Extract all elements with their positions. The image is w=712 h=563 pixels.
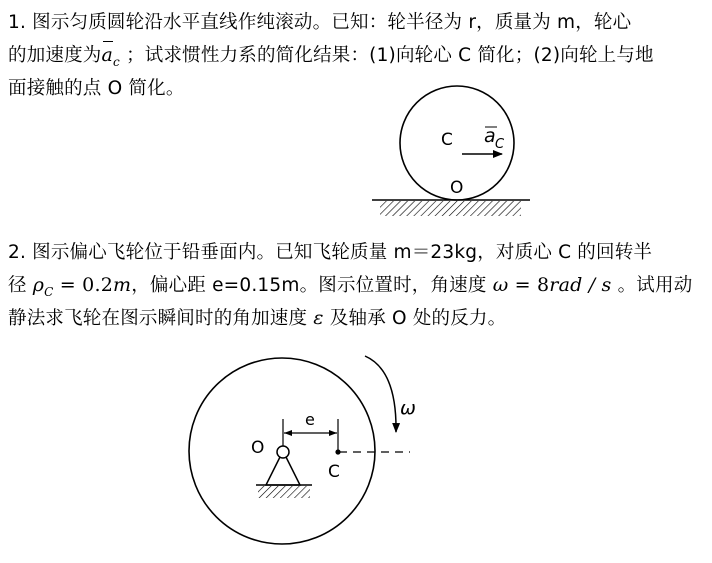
problem-2-line-2-c: 。试用动 xyxy=(617,275,693,296)
wheel-center-label: C xyxy=(441,130,453,150)
accel-label-sub: C xyxy=(495,137,505,152)
problem-2-line-3-a: 静法求飞轮在图示瞬间时的角加速度 xyxy=(8,308,308,329)
accel-subscript: c xyxy=(113,55,120,69)
problem-1-line-2-post: ；试求惯性力系的简化结果：(1)向轮心 C 简化；(2)向轮上与地 xyxy=(126,45,654,66)
pivot-pin xyxy=(277,446,289,458)
problem-1-line-2-pre: 的加速度为 xyxy=(8,45,102,66)
rho-value: = 0.2 xyxy=(53,274,113,296)
ground-hatch xyxy=(380,201,521,216)
pivot-label: O xyxy=(251,438,265,458)
problem-1-line-3: 面接触的点 O 简化。 xyxy=(8,78,185,99)
problem-1-line-1: 1. 图示匀质圆轮沿水平直线作纯滚动。已知：轮半径为 r，质量为 m，轮心 xyxy=(8,12,632,33)
problem-2-line-2-a: 径 xyxy=(8,275,27,296)
rho-unit: m xyxy=(112,274,132,296)
mass-center-dot xyxy=(335,449,340,454)
accel-label: a xyxy=(484,125,496,147)
pivot-support xyxy=(266,457,300,485)
rho-symbol: ρ xyxy=(32,274,45,296)
figure-1 xyxy=(372,86,530,216)
eccentricity-label: e xyxy=(305,410,315,429)
omega-symbol: ω xyxy=(492,274,509,296)
dimension-arrow-left xyxy=(284,430,292,436)
dimension-arrow-right xyxy=(329,430,337,436)
pivot-hatch xyxy=(258,486,310,498)
omega-label: ω xyxy=(400,397,416,419)
mass-center-label: C xyxy=(328,462,340,482)
problem-2-line-3-b: 及轴承 O 处的反力。 xyxy=(329,308,507,329)
contact-point-label: O xyxy=(450,178,464,198)
problem-2-line-2-b: ，偏心距 e=0.15m。图示位置时，角速度 xyxy=(131,275,487,296)
omega-value: = 8 xyxy=(508,274,550,296)
figure-2 xyxy=(189,356,416,544)
rho-subscript: C xyxy=(44,285,54,299)
omega-unit: rad / s xyxy=(549,274,612,296)
problem-2-line-1: 2. 图示偏心飞轮位于铅垂面内。已知飞轮质量 m＝23kg，对质心 C 的回转半 xyxy=(8,242,653,263)
epsilon-symbol: ε xyxy=(313,307,324,329)
accel-var: a xyxy=(101,44,114,66)
